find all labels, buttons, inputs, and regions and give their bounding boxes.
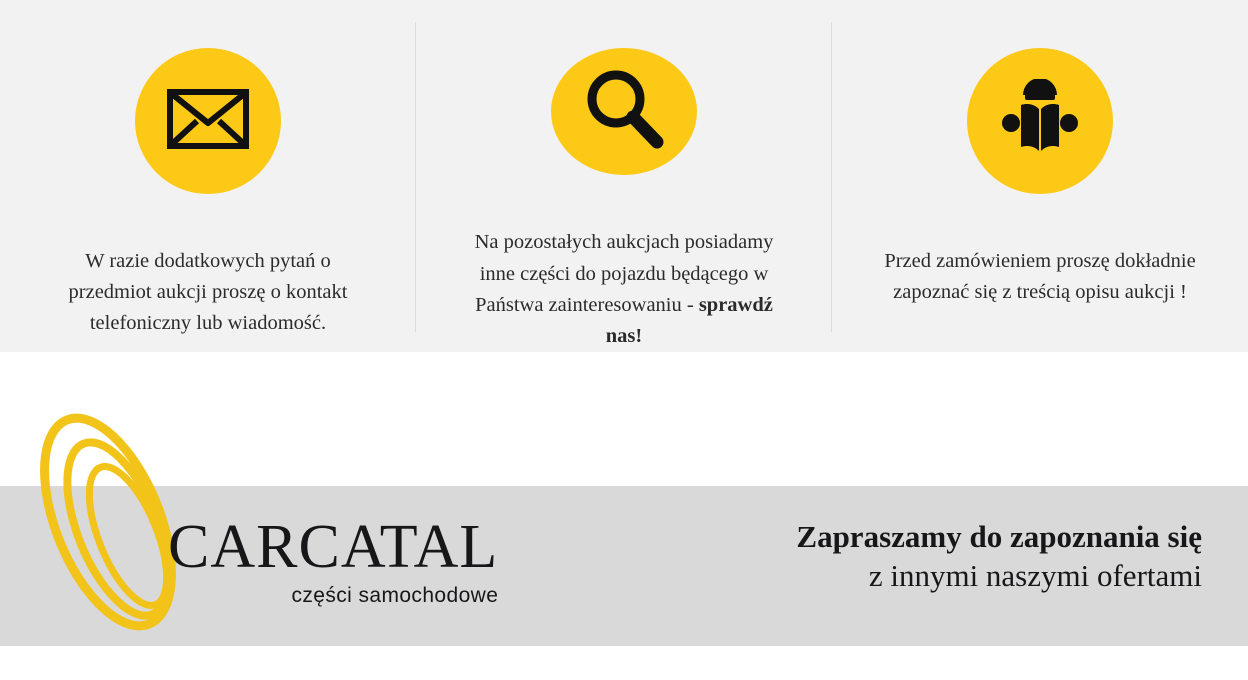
envelope-icon-badge <box>135 48 281 194</box>
footer-message <box>796 518 1202 596</box>
info-column-other-auctions <box>416 0 832 352</box>
footer-headline: Zapraszamy do zapoznania się <box>796 519 1202 554</box>
footer-subline: z innymi naszymi ofertami <box>868 557 1202 593</box>
info-text-plain-0: W razie dodatkowych pytań o przedmiot aukcji proszę o kontakt telefoniczny lub wiadomość. <box>68 250 348 335</box>
info-text-other-auctions <box>459 227 789 352</box>
brand-tagline: części samochodowe <box>291 584 499 607</box>
brand-name: CARCATAL <box>168 513 499 581</box>
info-text-plain-2: Przed zamówieniem proszę dokładnie zapoznać się z treścią opisu aukcji ! <box>884 250 1196 304</box>
info-text-read-description <box>875 246 1205 308</box>
magnifier-icon <box>581 66 667 157</box>
info-text-contact <box>43 246 373 339</box>
magnifier-icon-badge <box>551 48 697 175</box>
info-text-strong-1: sprawdź nas! <box>605 293 773 347</box>
brand-logo <box>168 513 499 608</box>
envelope-icon <box>167 89 249 154</box>
info-column-contact <box>0 0 416 352</box>
info-text-plain-1: Na pozostałych aukcjach posiadamy inne części do pojazdu będącego w Państwa zainteresowaniu - <box>474 231 774 316</box>
reading-person-icon <box>997 79 1083 164</box>
info-column-read-description <box>832 0 1248 352</box>
reading-person-icon-badge <box>967 48 1113 194</box>
